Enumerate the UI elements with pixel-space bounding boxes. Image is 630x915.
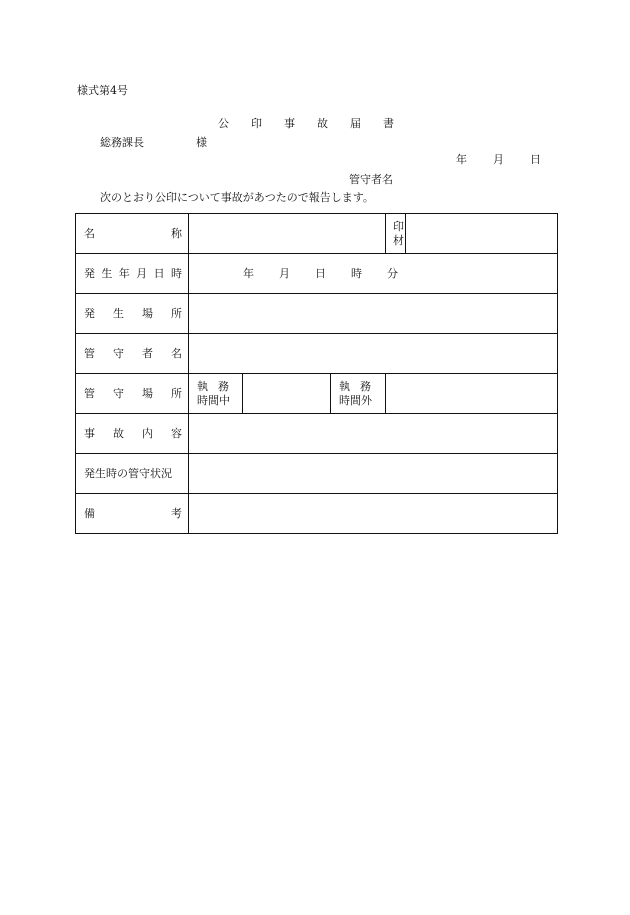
row-keeper xyxy=(76,334,558,374)
name-label: 名 称 xyxy=(76,214,189,254)
outside-hours-label: 執 務 時間外 xyxy=(331,374,386,414)
during-hours-field[interactable] xyxy=(243,374,331,414)
row-occurrence-datetime xyxy=(76,254,558,294)
row-name xyxy=(76,214,558,254)
occurrence-datetime-field[interactable] xyxy=(189,254,558,294)
storage-place-label: 管 守 場 所 xyxy=(76,374,189,414)
seal-material-field[interactable] xyxy=(406,214,558,254)
unit-hour: 時 xyxy=(351,266,362,280)
seal-material-label: 印材 xyxy=(386,214,406,254)
keeper-name-field[interactable] xyxy=(189,334,558,374)
row-place xyxy=(76,294,558,334)
addressee-honorific: 様 xyxy=(196,136,207,149)
unit-minute: 分 xyxy=(387,266,398,280)
date-unit-month: 月 xyxy=(493,153,504,166)
title-char: 故 xyxy=(317,117,328,130)
outside-hours-field[interactable] xyxy=(386,374,558,414)
title-char: 公 xyxy=(218,117,229,130)
title-char: 届 xyxy=(350,117,361,130)
keeper-name-label: 管守者名 xyxy=(349,173,393,186)
occurrence-datetime-label: 発 生 年 月 日 時 xyxy=(76,254,189,294)
remarks-label: 備 考 xyxy=(76,494,189,534)
unit-year: 年 xyxy=(243,266,254,280)
accident-report-table xyxy=(75,213,558,534)
unit-month: 月 xyxy=(279,266,290,280)
row-storage xyxy=(76,374,558,414)
name-field[interactable] xyxy=(189,214,386,254)
unit-day: 日 xyxy=(315,266,326,280)
title-char: 事 xyxy=(284,117,295,130)
custody-status-label: 発生時の管守状況 xyxy=(76,454,189,494)
row-remarks xyxy=(76,494,558,534)
accident-content-label: 事 故 内 容 xyxy=(76,414,189,454)
title-char: 書 xyxy=(383,117,394,130)
row-content xyxy=(76,414,558,454)
occurrence-place-label: 発 生 場 所 xyxy=(76,294,189,334)
date-line xyxy=(456,153,567,166)
addressee: 総務課長 xyxy=(100,136,144,149)
accident-content-field[interactable] xyxy=(189,414,558,454)
remarks-field[interactable] xyxy=(189,494,558,534)
keeper-name-row-label: 管 守 者 名 xyxy=(76,334,189,374)
date-unit-year: 年 xyxy=(456,153,467,166)
row-status xyxy=(76,454,558,494)
during-hours-label: 執 務 時間中 xyxy=(189,374,243,414)
occurrence-place-field[interactable] xyxy=(189,294,558,334)
title-char: 印 xyxy=(251,117,262,130)
document-title xyxy=(218,117,416,130)
date-unit-day: 日 xyxy=(530,153,541,166)
form-number: 様式第4号 xyxy=(77,84,128,97)
custody-status-field[interactable] xyxy=(189,454,558,494)
intro-text: 次のとおり公印について事故があつたので報告します。 xyxy=(100,191,374,204)
